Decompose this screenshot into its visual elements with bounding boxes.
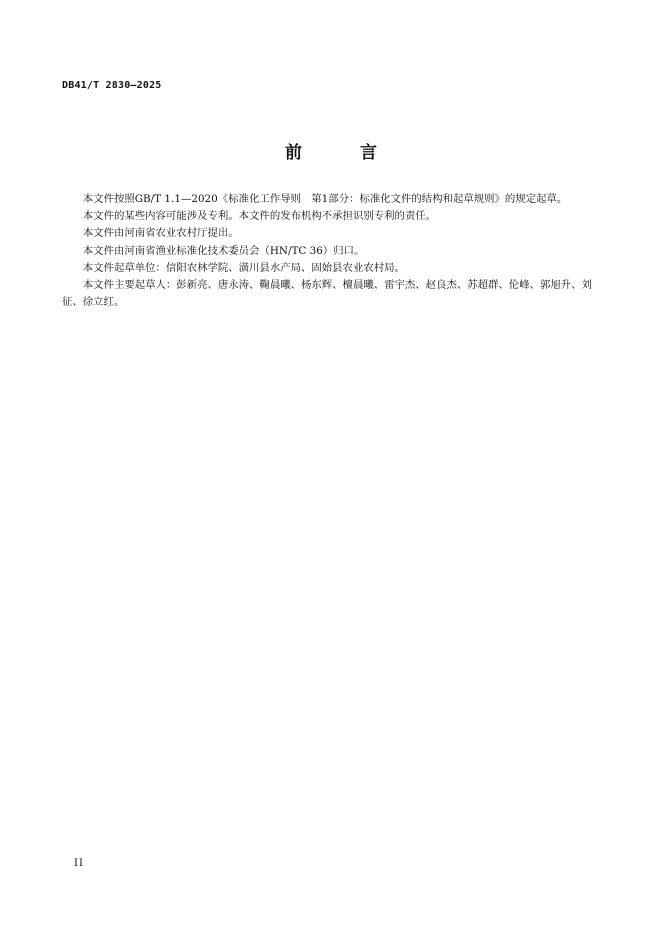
- document-code: DB41/T 2830—2025: [62, 80, 162, 91]
- paragraph-drafting-units: 本文件起草单位：信阳农林学院、潢川县水产局、固始县农业农村局。: [82, 261, 405, 274]
- foreword-body: [62, 191, 592, 311]
- paragraph-drafting-rules: 本文件按照GB/T 1.1—2020《标准化工作导则 第1部分：标准化文件的结构和起草规则》的规定起草。: [82, 193, 568, 205]
- page-number: II: [74, 858, 84, 869]
- paragraph-technical-committee: 本文件由河南省渔业标准化技术委员会（HN/TC 36）归口。: [82, 244, 365, 257]
- paragraph-drafters: 本文件主要起草人：彭新亮、唐永涛、鞠晨曦、杨东辉、檀晨曦、雷宇杰、赵良杰、苏超群、伦峰、郭旭升、刘征、徐立红。: [62, 279, 592, 309]
- page-title: 前 言: [285, 143, 403, 163]
- paragraph-patent-notice: 本文件的某些内容可能涉及专利。本文件的发布机构不承担识别专利的责任。: [82, 210, 437, 223]
- paragraph-proposer: 本文件由河南省农业农村厅提出。: [82, 227, 239, 240]
